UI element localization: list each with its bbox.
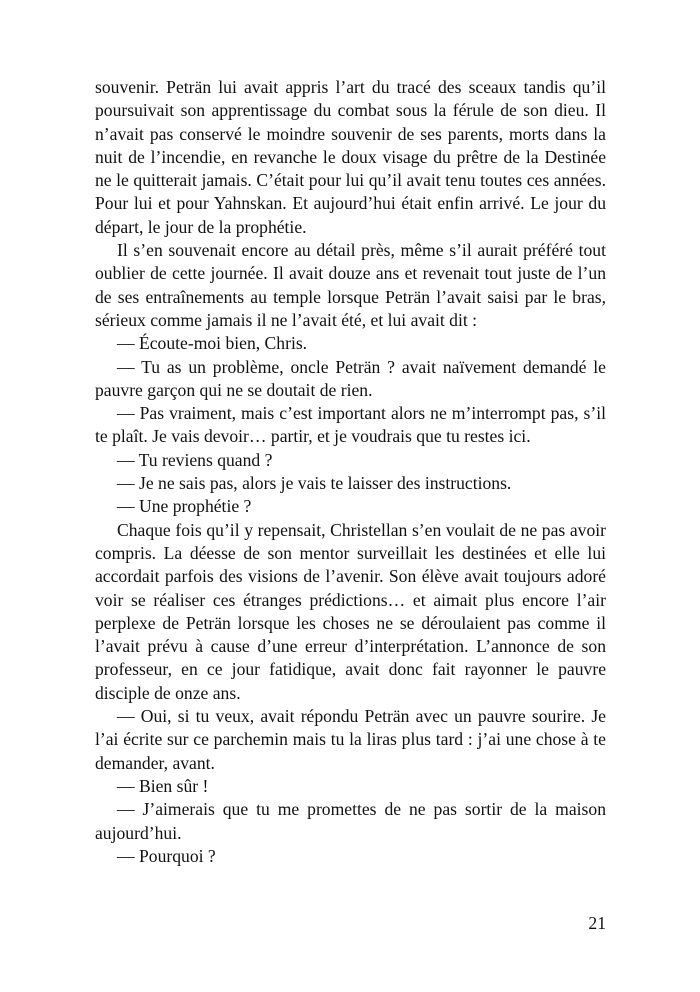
dialogue-line: — Écoute-moi bien, Chris.: [117, 333, 308, 354]
body-text: [95, 76, 606, 868]
dialogue-line: — J’aimerais que tu me promettes de ne pas sortir de la maison aujourd’hui.: [95, 799, 606, 843]
dialogue-line: — Une prophétie ?: [117, 496, 252, 517]
dialogue-line: — Tu as un problème, oncle Peträn ? avait naïvement demandé le pauvre garçon qui ne se doutait de rien.: [95, 356, 606, 400]
dialogue-line: — Oui, si tu veux, avait répondu Peträn avec un pauvre sourire. Je l’ai écrite sur ce parchemin mais tu la liras plus tard : j’ai une chose à te demander, avant.: [95, 706, 606, 773]
paragraph: Il s’en souvenait encore au détail près, même s’il aurait préféré tout oublier de cette journée. Il avait douze ans et revenait tout juste de l’un de ses entraînements au temple lorsque Peträn l’avait saisi par le bras, sérieux comme jamais il ne l’avait été, et lui avait dit :: [95, 240, 606, 330]
page-number: 21: [588, 913, 606, 933]
dialogue-line: — Bien sûr !: [117, 775, 209, 796]
dialogue-line: — Tu reviens quand ?: [117, 449, 273, 470]
dialogue-line: — Je ne sais pas, alors je vais te laisser des instructions.: [117, 473, 512, 494]
dialogue-line: — Pourquoi ?: [117, 845, 216, 866]
dialogue-line: — Pas vraiment, mais c’est important alors ne m’interrompt pas, s’il te plaît. Je vais devoir… partir, et je voudrais que tu restes ici.: [95, 403, 606, 447]
paragraph: Chaque fois qu’il y repensait, Christellan s’en voulait de ne pas avoir compris. La déesse de son mentor surveillait les destinées et elle lui accordait parfois des visions de l’avenir. Son élève avait toujours adoré voir se réaliser ces étranges prédictions… et aimait plus encore l’air perplexe de Peträn lorsque les choses ne se déroulaient pas comme il l’avait prévu à cause d’une erreur d’interprétation. L’annonce de son professeur, en ce jour fatidique, avait donc fait rayonner le pauvre disciple de onze ans.: [95, 519, 606, 703]
paragraph: souvenir. Peträn lui avait appris l’art du tracé des sceaux tandis qu’il poursuivait son apprentissage du combat sous la férule de son dieu. Il n’avait pas conservé le moindre souvenir de ses parents, morts dans la nuit de l’incendie, en revanche le doux visage du prêtre de la Destinée ne le quitterait jamais. C’était pour lui qu’il avait tenu toutes ces années. Pour lui et pour Yahnskan. Et aujourd’hui était enfin arrivé. Le jour du départ, le jour de la prophétie.: [95, 77, 606, 237]
